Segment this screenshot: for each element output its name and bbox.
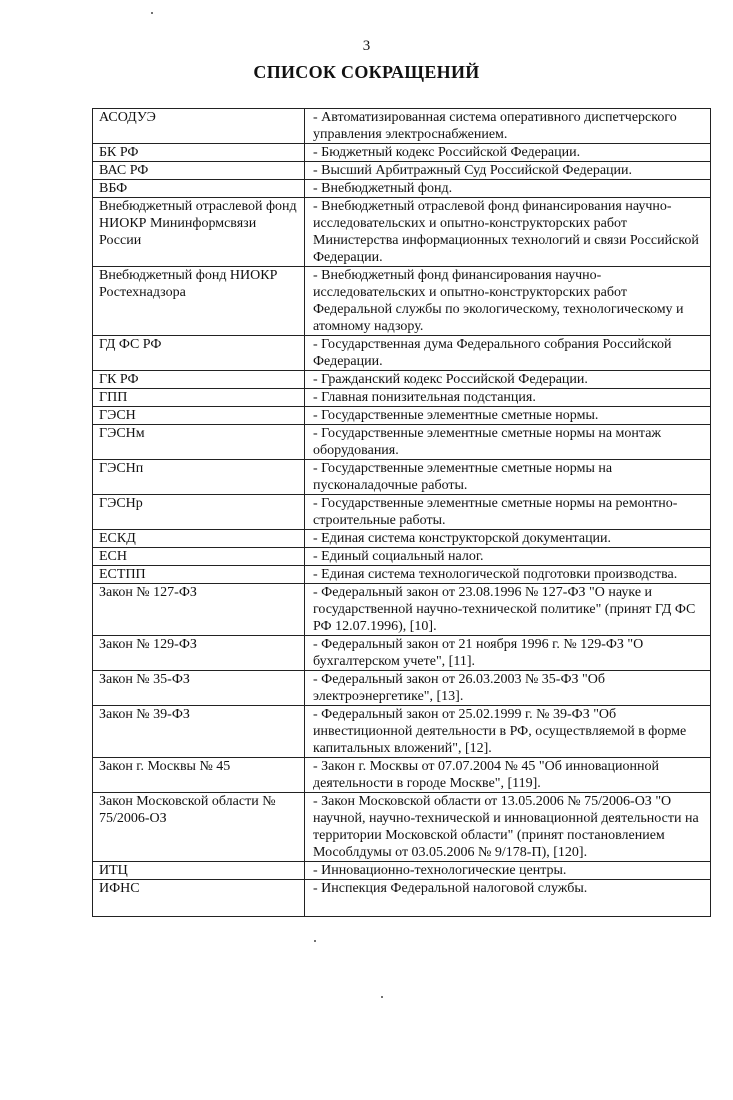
abbr-term: ВАС РФ <box>93 162 305 180</box>
abbr-definition: - Инспекция Федеральной налоговой службы. <box>305 880 711 917</box>
table-row <box>93 671 711 706</box>
table-row <box>93 548 711 566</box>
abbr-definition: - Внебюджетный фонд. <box>305 180 711 198</box>
abbr-term: АСОДУЭ <box>93 109 305 144</box>
table-row <box>93 109 711 144</box>
page-number: 3 <box>362 38 371 54</box>
abbr-term: ЕСТПП <box>93 566 305 584</box>
table-row <box>93 530 711 548</box>
table-row <box>93 880 711 917</box>
table-row <box>93 407 711 425</box>
abbr-term: ГПП <box>93 389 305 407</box>
abbr-term: Закон № 35-ФЗ <box>93 671 305 706</box>
abbr-definition: - Бюджетный кодекс Российской Федерации. <box>305 144 711 162</box>
table-row <box>93 144 711 162</box>
table-row <box>93 460 711 495</box>
table-row <box>93 198 711 267</box>
abbr-definition: - Государственные элементные сметные нормы на пусконаладочные работы. <box>305 460 711 495</box>
page-title: СПИСОК СОКРАЩЕНИЙ <box>253 62 480 82</box>
abbr-term: ГЭСН <box>93 407 305 425</box>
abbr-definition: - Единая система технологической подготовки производства. <box>305 566 711 584</box>
abbr-definition: - Автоматизированная система оперативного диспетчерского управления электроснабжением. <box>305 109 711 144</box>
table-row <box>93 706 711 758</box>
abbr-definition: - Федеральный закон от 23.08.1996 № 127-ФЗ "О науке и государственной научно-технической политике" (принят ГД ФС РФ 12.07.1996), [10]. <box>305 584 711 636</box>
scan-speck <box>314 940 316 942</box>
abbr-definition: - Государственные элементные сметные нормы. <box>305 407 711 425</box>
abbr-definition: - Закон г. Москвы от 07.07.2004 № 45 "Об инновационной деятельности в городе Москве", [119]. <box>305 758 711 793</box>
table-row <box>93 336 711 371</box>
abbr-term: Закон № 129-ФЗ <box>93 636 305 671</box>
table-row <box>93 180 711 198</box>
abbr-definition: - Государственная дума Федерального собрания Российской Федерации. <box>305 336 711 371</box>
abbr-term: ГК РФ <box>93 371 305 389</box>
scan-speck <box>151 12 153 14</box>
table-row <box>93 636 711 671</box>
abbr-term: ВБФ <box>93 180 305 198</box>
abbr-definition: - Гражданский кодекс Российской Федерации. <box>305 371 711 389</box>
abbr-definition: - Федеральный закон от 25.02.1999 г. № 39-ФЗ "Об инвестиционной деятельности в РФ, осуществляемой в форме капитальных вложений", [12]. <box>305 706 711 758</box>
abbreviations-body <box>93 109 711 917</box>
abbr-term: БК РФ <box>93 144 305 162</box>
abbr-definition: - Единый социальный налог. <box>305 548 711 566</box>
abbr-definition: - Закон Московской области от 13.05.2006 № 75/2006-ОЗ "О научной, научно-технической и инновационной деятельности на территории Московской области" (принят постановлением Мособлдумы от 03.05.2006 № 9/178-П), [120]. <box>305 793 711 862</box>
abbr-definition: - Государственные элементные сметные нормы на ремонтно-строительные работы. <box>305 495 711 530</box>
table-row <box>93 389 711 407</box>
table-row <box>93 267 711 336</box>
abbr-definition: - Главная понизительная подстанция. <box>305 389 711 407</box>
abbr-term: Внебюджетный фонд НИОКР Ростехнадзора <box>93 267 305 336</box>
table-row <box>93 371 711 389</box>
abbr-term: ГЭСНп <box>93 460 305 495</box>
abbr-term: ЕСН <box>93 548 305 566</box>
abbr-term: Закон № 39-ФЗ <box>93 706 305 758</box>
table-row <box>93 862 711 880</box>
table-row <box>93 758 711 793</box>
table-row <box>93 162 711 180</box>
abbr-term: ИФНС <box>93 880 305 917</box>
abbr-term: ГД ФС РФ <box>93 336 305 371</box>
abbr-definition: - Государственные элементные сметные нормы на монтаж оборудования. <box>305 425 711 460</box>
table-row <box>93 793 711 862</box>
abbr-term: ЕСКД <box>93 530 305 548</box>
abbr-term: Закон № 127-ФЗ <box>93 584 305 636</box>
abbreviations-table <box>92 108 711 917</box>
abbr-term: ИТЦ <box>93 862 305 880</box>
abbr-definition: - Единая система конструкторской документации. <box>305 530 711 548</box>
table-row <box>93 566 711 584</box>
abbr-definition: - Высший Арбитражный Суд Российской Федерации. <box>305 162 711 180</box>
abbr-term: ГЭСНм <box>93 425 305 460</box>
abbr-definition: - Инновационно-технологические центры. <box>305 862 711 880</box>
table-row <box>93 584 711 636</box>
scan-speck <box>381 996 383 998</box>
abbr-definition: - Федеральный закон от 26.03.2003 № 35-ФЗ "Об электроэнергетике", [13]. <box>305 671 711 706</box>
abbr-definition: - Внебюджетный отраслевой фонд финансирования научно-исследовательских и опытно-конструкторских работ Министерства информационных технологий и связи Российской Федерации. <box>305 198 711 267</box>
abbr-term: Внебюджетный отраслевой фонд НИОКР Мининформсвязи России <box>93 198 305 267</box>
abbr-definition: - Внебюджетный фонд финансирования научно-исследовательских и опытно-конструкторских работ Федеральной службы по экологическому, технологическому и атомному надзору. <box>305 267 711 336</box>
abbr-term: ГЭСНр <box>93 495 305 530</box>
abbr-definition: - Федеральный закон от 21 ноября 1996 г. № 129-ФЗ "О бухгалтерском учете", [11]. <box>305 636 711 671</box>
abbr-term: Закон Московской области № 75/2006-ОЗ <box>93 793 305 862</box>
abbr-term: Закон г. Москвы № 45 <box>93 758 305 793</box>
table-row <box>93 495 711 530</box>
table-row <box>93 425 711 460</box>
